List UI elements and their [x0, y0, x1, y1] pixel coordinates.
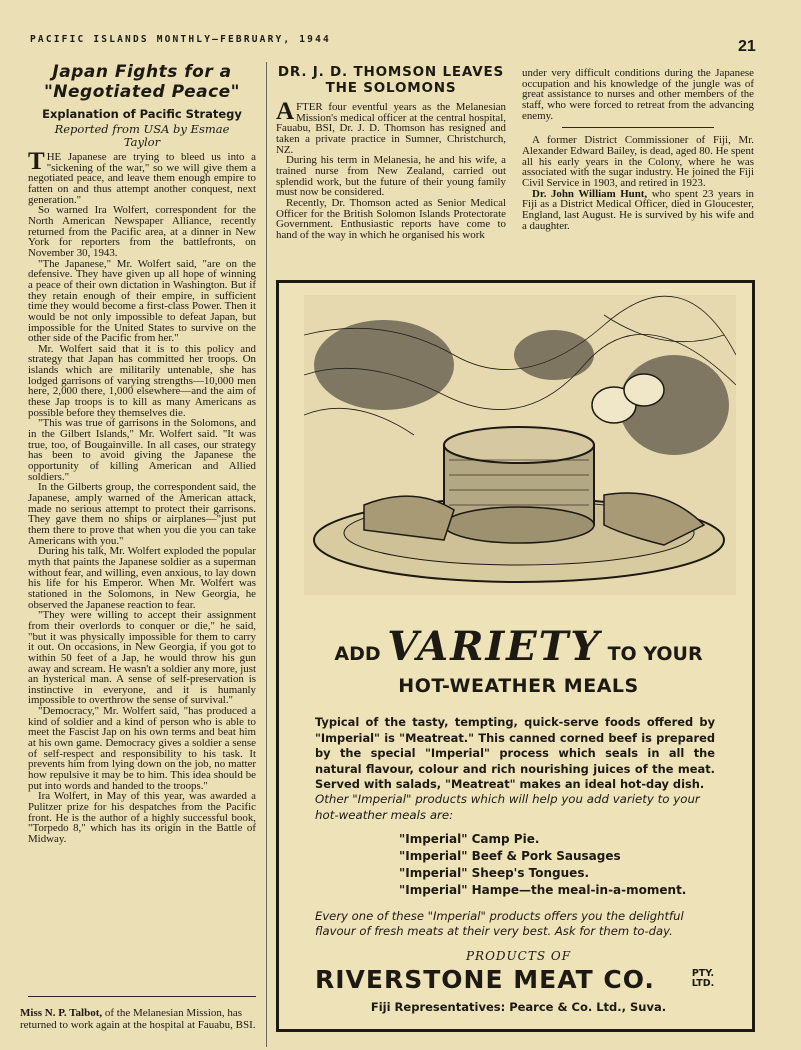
article-paragraph: "They were willing to accept their assignment from their overlords to conquer or die," he said, "but it was physically impossible for them to carry it out. On occasions, in New Georgia, if you got to within 50 feet of a Jap, he would throw his gun away and scream. He wasn't a soldier any more, just an hysterical man. A sense of self-preservation is instinctive in everyone, and it is humanly impossible to overthrow the sense of survival." [28, 609, 256, 707]
article-thomson [276, 64, 506, 241]
column-rule [266, 62, 267, 1047]
article-byline [28, 123, 256, 149]
article-paragraph: In the Gilberts group, the correspondent said, the Japanese, amply warned of the American attack, made no serious attempt to protect their garrisons. They gave them no ships or airplanes—"just put them there to prove that when you die you can take Americans with you." [28, 481, 256, 547]
article-body [28, 148, 256, 845]
ad-other-products: Other "Imperial" products which will help you add variety to your hot-weather meals are: [315, 792, 700, 822]
ad-product-list [399, 831, 739, 899]
thomson-continuation-text: under very difficult conditions during the Japanese occupation and his knowledge of the jungle was of great assistance to nurses and other members of the staff, who were forced to retreat from the advancing enemy. [522, 67, 754, 122]
thomson-body [276, 98, 506, 241]
article-paragraph: THE Japanese are trying to bleed us into a "sickening of the war," so we will give them a negotiated peace, and leave them enough empire to fatten on and thus attempt another conquest, next generation." [28, 148, 256, 206]
byline-line2: Taylor [123, 135, 161, 149]
article-paragraph: So warned Ira Wolfert, correspondent for the North American Newspaper Alliance, recently returned from the Pacific area, at a dinner in New York for reporters from the battlefronts, on November 30, 1943. [28, 204, 256, 259]
ad-headline-add: ADD [334, 643, 388, 665]
article-title [28, 62, 256, 102]
ad-representatives: Fiji Representatives: Pearce & Co. Ltd., Suva. [370, 1000, 667, 1014]
column1-divider [28, 996, 256, 997]
divider [562, 127, 714, 128]
thomson-continuation [522, 68, 754, 121]
article-paragraph: Mr. Wolfert said that it is to this policy and strategy that Japan has committed her troops. On islands which are militarily untenable, she has lodged garrisons of varying strengths—10,000 men here, 2,000 there, 1,000 elsewhere—and the aim of these Jap troops is to kill as many Americans as possible before they themselves die. [28, 342, 256, 419]
ad-products-of: PRODUCTS OF [465, 949, 572, 963]
article-title-line2: "Negotiated Peace" [43, 82, 241, 102]
article-title-line1: Japan Fights for a [52, 62, 232, 82]
bailey-text: A former District Commissioner of Fiji, Mr. Alexander Edward Bailey, is dead, aged 80. He spent all his early years in the Colony, where he was associated with the sugar industry. He joined the Fiji Civil Service in 1903, and retired in 1923. [522, 134, 754, 189]
ad-closing: Every one of these "Imperial" products offers you the delightful flavour of fresh meats at their very best. Ask for them to-day. [315, 909, 684, 938]
hunt-text: who spent 23 years in Fiji as a District Medical Officer, died in Gloucester, England, last August. He is survived by his wife and a daughter. [522, 187, 754, 232]
hunt-lead: Dr. John William Hunt, [532, 187, 648, 200]
canned-meat-illustration [304, 295, 736, 595]
talbot-note-lead: Miss N. P. Talbot, [20, 1007, 103, 1019]
bailey-obituary [522, 135, 754, 231]
thomson-title-line1: DR. J. D. THOMSON LEAVES [277, 64, 505, 80]
thomson-paragraph: Recently, Dr. Thomson acted as Senior Medical Officer for the British Solomon Islands Protectorate Government. Enthusiastic reports have come to hand of the way in which he organised his work [276, 196, 506, 241]
byline-line1: Reported from USA by Esmae [54, 122, 230, 136]
running-head: PACIFIC ISLANDS MONTHLY—FEBRUARY, 1944 [30, 34, 331, 45]
ad-product-item: "Imperial" Camp Pie. [399, 832, 540, 846]
hunt-obituary [522, 189, 754, 232]
ad-headline-variety: VARIETY [387, 623, 601, 670]
thomson-paragraph: AFTER four eventful years as the Melanesian Mission's medical officer at the central hospital, Fauabu, BSI, Dr. J. D. Thomson has resigned and taken a private practice in Sumner, Christchurch, NZ. [276, 98, 506, 156]
talbot-note [20, 1008, 262, 1031]
article-paragraph: "This was true of garrisons in the Solomons, and in the Gilbert Islands," Mr. Wolfert said. "It was true, too, of Bougainville. In all cases, our strategy has been to avoid giving the Japanese the opportunity of killing American and Allied soldiers." [28, 417, 256, 483]
imperial-advertisement [276, 280, 755, 1032]
ad-product-item: "Imperial" Sheep's Tongues. [399, 866, 590, 880]
ad-company-name: RIVERSTONE MEAT CO. [315, 965, 655, 994]
thomson-paragraph: During his term in Melanesia, he and his wife, a trained nurse from New Zealand, carried out splendid work, but the future of their young family must now be considered. [276, 154, 506, 199]
ad-headline-to-your: TO YOUR [600, 643, 703, 665]
article-paragraph: "Democracy," Mr. Wolfert said, "has produced a kind of soldier and a kind of person who is able to meet the Fascist Jap on his own terms and beat him at his own game. Democracy gives a soldier a sense of self-respect and responsibility to his task. It prevents him from lying down on the job, no matter how repulsive it may be to him. This idea should be put into words and handed to the troops." [28, 705, 256, 792]
ad-subheadline: HOT-WEATHER MEALS [398, 675, 639, 697]
ad-company-suffix-pty: PTY. [691, 968, 715, 979]
ad-product-item: "Imperial" Hampe—the meal-in-a-moment. [399, 883, 687, 897]
ad-company-suffix-ltd: LTD. [691, 978, 715, 989]
article-subtitle: Explanation of Pacific Strategy [42, 107, 242, 121]
page-number: 21 [738, 38, 756, 55]
ad-company-suffix [683, 969, 723, 989]
article-paragraph: "The Japanese," Mr. Wolfert said, "are on the defensive. They have given up all hope of winning a peace of their own dictation in Washington. But if they retain enough of their empire, in sufficient time they would become a first-class Power. Then it would be not only impossible to defeat Japan, but impossible for the United States to survive on the other side of the Pacific from her." [28, 257, 256, 345]
article-paragraph: Ira Wolfert, in May of this year, was awarded a Pulitzer prize for his despatches from the Pacific front. He is the author of a highly successful book, "Torpedo 8," which has its origin in the Battle of Midway. [28, 790, 256, 845]
ad-product-item: "Imperial" Beef & Pork Sausages [399, 849, 621, 863]
thomson-title [276, 64, 506, 96]
article-japan-fights [28, 62, 256, 845]
thomson-title-line2: THE SOLOMONS [325, 80, 457, 96]
column3 [522, 68, 754, 231]
article-paragraph: During his talk, Mr. Wolfert exploded the popular myth that paints the Japanese soldier as a superman without fear, and willing, even anxious, to lay down his life for his Emperor. When Mr. Wolfert was stationed in the Solomons, in New Georgia, he observed the Japanese reaction to fear. [28, 545, 256, 611]
talbot-note-text: of the Melanesian Mission, has returned to work again at the hospital at Fauabu, BSI. [20, 1007, 256, 1031]
ad-headline [291, 623, 746, 670]
ad-body: Typical of the tasty, tempting, quick-serve foods offered by "Imperial" is "Meatreat." This canned corned beef is prepared by the special "Imperial" process which seals in all the natural flavour, colour and rich nourishing juices of the meat. Served with salads, "Meatreat" makes an ideal hot-day dish. [315, 715, 715, 791]
